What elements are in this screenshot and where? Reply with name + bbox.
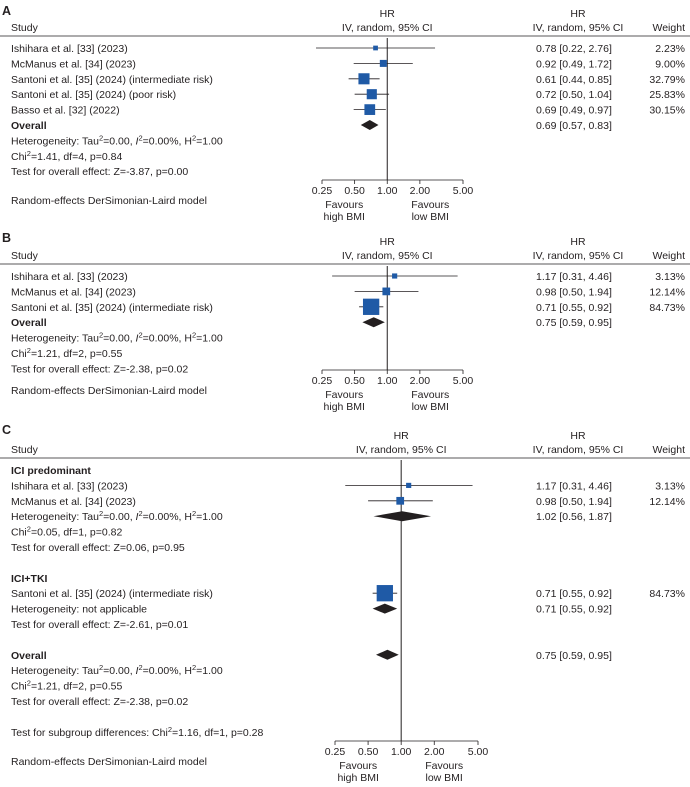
favours-left-label: Favours bbox=[325, 199, 364, 211]
x-tick-label: 0.50 bbox=[344, 185, 365, 197]
heterogeneity-text: Heterogeneity: Tau$^2$=0.00, $I^2=0.00\%$, $H^2=1.00$ bbox=[11, 133, 223, 148]
forest-panel-b bbox=[0, 231, 690, 413]
model-label: Random-effects DerSimonian-Laird model bbox=[11, 756, 207, 768]
study-label: McManus et al. [34] (2023) bbox=[11, 58, 136, 71]
subgroup-label: ICI+TKI bbox=[11, 572, 48, 585]
study-hr-ci: 0.69 [0.49, 0.97] bbox=[536, 104, 612, 117]
study-hr-ci: 0.71 [0.55, 0.92] bbox=[536, 301, 612, 314]
favours-right-label: low BMI bbox=[425, 772, 463, 784]
study-marker bbox=[406, 483, 411, 488]
study-hr-ci: 0.98 [0.50, 1.94] bbox=[536, 286, 612, 299]
header-weight: Weight bbox=[652, 444, 685, 456]
x-tick-label: 0.25 bbox=[311, 185, 333, 197]
study-marker bbox=[373, 46, 378, 51]
study-weight: 12.14% bbox=[649, 286, 685, 299]
forest-panel-c bbox=[0, 423, 690, 784]
x-tick-label: 1.00 bbox=[377, 185, 398, 197]
header-method: IV, random, 95% CI bbox=[341, 22, 433, 34]
pooled-diamond bbox=[373, 604, 398, 614]
favours-left-label: high BMI bbox=[337, 772, 379, 784]
pooled-diamond bbox=[361, 120, 379, 130]
study-label: Ishihara et al. [33] (2023) bbox=[11, 43, 128, 55]
favours-right-label: Favours bbox=[411, 199, 450, 211]
favours-right-label: Favours bbox=[411, 389, 450, 401]
study-marker bbox=[358, 73, 369, 84]
overall-effect-text: Test for overall effect: Z=-2.61, p=0.01 bbox=[11, 619, 189, 631]
study-marker bbox=[367, 89, 377, 99]
chi-square-text: Chi$^2$=1.21, df=2, p=0.55 bbox=[11, 346, 123, 360]
x-tick-label: 5.00 bbox=[452, 375, 474, 387]
favours-left-label: Favours bbox=[339, 760, 378, 772]
x-tick-label: 1.00 bbox=[390, 746, 412, 758]
x-tick-label: 0.25 bbox=[311, 375, 333, 387]
overall-hr-ci: 0.69 [0.57, 0.83] bbox=[536, 120, 612, 132]
header-ci-hr: HR bbox=[570, 430, 586, 442]
header-study: Study bbox=[11, 22, 38, 34]
study-weight: 2.23% bbox=[655, 43, 685, 55]
study-weight: 84.73% bbox=[649, 588, 685, 601]
forest-panel-a bbox=[0, 4, 690, 223]
pooled-diamond bbox=[376, 650, 399, 660]
favours-left-label: Favours bbox=[325, 389, 364, 401]
subgroup-label: ICI predominant bbox=[11, 465, 91, 477]
overall-label: Overall bbox=[11, 317, 47, 330]
x-tick-label: 2.00 bbox=[424, 746, 445, 758]
study-weight: 30.15% bbox=[649, 104, 685, 117]
study-hr-ci: 0.61 [0.44, 0.85] bbox=[536, 73, 612, 86]
study-hr-ci: 1.17 [0.31, 4.46] bbox=[536, 480, 612, 493]
x-tick-label: 2.00 bbox=[409, 185, 431, 197]
chi-square-text: Chi$^2$=1.41, df=4, p=0.84 bbox=[11, 148, 123, 163]
chi-square-text: Chi$^2$=1.21, df=2, p=0.55 bbox=[11, 678, 123, 693]
study-label: Santoni et al. [35] (2024) (intermediate risk) bbox=[11, 301, 213, 314]
study-hr-ci: 0.71 [0.55, 0.92] bbox=[536, 588, 612, 601]
x-tick-label: 0.50 bbox=[344, 375, 365, 387]
heterogeneity-text: Heterogeneity: Tau$^2$=0.00, $I^2=0.00\%$, $H^2=1.00$ bbox=[11, 330, 223, 345]
study-label: McManus et al. [34] (2023) bbox=[11, 495, 136, 508]
overall-hr-ci: 0.75 [0.59, 0.95] bbox=[536, 649, 612, 662]
overall-label: Overall bbox=[11, 649, 47, 662]
heterogeneity-text: Heterogeneity: Tau$^2$=0.00, $I^2=0.00\%$, $H^2=1.00$ bbox=[11, 663, 223, 678]
header-hr: HR bbox=[393, 430, 409, 442]
study-weight: 25.83% bbox=[649, 89, 685, 102]
heterogeneity-text: Heterogeneity: Tau$^2$=0.00, $I^2=0.00\%$, $H^2=1.00$ bbox=[11, 509, 223, 524]
favours-left-label: high BMI bbox=[323, 401, 365, 413]
overall-effect-text: Test for overall effect: Z=-2.38, p=0.02 bbox=[11, 696, 189, 708]
heterogeneity-text: Heterogeneity: not applicable bbox=[11, 603, 148, 616]
overall-effect-text: Test for overall effect: Z=-2.38, p=0.02 bbox=[11, 363, 189, 376]
study-weight: 84.73% bbox=[649, 301, 685, 314]
header-ci-hr: HR bbox=[570, 236, 586, 248]
favours-left-label: high BMI bbox=[323, 211, 365, 223]
study-label: McManus et al. [34] (2023) bbox=[11, 286, 136, 299]
header-method: IV, random, 95% CI bbox=[341, 250, 433, 262]
study-weight: 12.14% bbox=[649, 495, 685, 508]
model-label: Random-effects DerSimonian-Laird model bbox=[11, 195, 207, 207]
study-hr-ci: 0.72 [0.50, 1.04] bbox=[536, 89, 612, 102]
subgroup-hr-ci: 1.02 [0.56, 1.87] bbox=[536, 511, 612, 524]
header-weight: Weight bbox=[652, 22, 685, 34]
x-tick-label: 5.00 bbox=[452, 185, 474, 197]
study-label: Santoni et al. [35] (2024) (poor risk) bbox=[11, 89, 177, 102]
study-weight: 9.00% bbox=[655, 58, 685, 71]
overall-label: Overall bbox=[11, 120, 47, 132]
header-ci-method: IV, random, 95% CI bbox=[532, 250, 624, 262]
study-marker bbox=[380, 60, 387, 67]
pooled-diamond bbox=[373, 511, 431, 521]
overall-hr-ci: 0.75 [0.59, 0.95] bbox=[536, 317, 612, 330]
header-study: Study bbox=[11, 444, 38, 456]
header-ci-method: IV, random, 95% CI bbox=[532, 22, 624, 34]
study-marker bbox=[377, 585, 393, 601]
header-ci-method: IV, random, 95% CI bbox=[532, 444, 624, 456]
study-hr-ci: 0.92 [0.49, 1.72] bbox=[536, 58, 612, 71]
study-hr-ci: 0.98 [0.50, 1.94] bbox=[536, 495, 612, 508]
study-weight: 32.79% bbox=[649, 73, 685, 86]
favours-right-label: low BMI bbox=[411, 401, 449, 413]
header-ci-hr: HR bbox=[570, 8, 586, 20]
panel-letter: B bbox=[2, 231, 12, 245]
study-hr-ci: 1.17 [0.31, 4.46] bbox=[536, 271, 612, 283]
study-marker bbox=[392, 273, 397, 278]
study-label: Santoni et al. [35] (2024) (intermediate risk) bbox=[11, 588, 213, 601]
panel-letter: C bbox=[2, 423, 12, 437]
favours-right-label: Favours bbox=[425, 760, 464, 772]
overall-effect-text: Test for overall effect: Z=-3.87, p=0.00 bbox=[11, 166, 189, 179]
chi-square-text: Chi$^2$=0.05, df=1, p=0.82 bbox=[11, 524, 123, 539]
study-weight: 3.13% bbox=[655, 271, 685, 283]
study-marker bbox=[396, 497, 404, 505]
x-tick-label: 2.00 bbox=[409, 375, 431, 387]
study-weight: 3.13% bbox=[655, 480, 685, 493]
subgroup-hr-ci: 0.71 [0.55, 0.92] bbox=[536, 603, 612, 616]
study-label: Santoni et al. [35] (2024) (intermediate risk) bbox=[11, 73, 213, 86]
x-tick-label: 1.00 bbox=[377, 375, 398, 387]
favours-right-label: low BMI bbox=[411, 211, 449, 223]
study-label: Ishihara et al. [33] (2023) bbox=[11, 271, 128, 283]
overall-effect-text: Test for overall effect: Z=0.06, p=0.95 bbox=[11, 542, 185, 554]
x-tick-label: 0.50 bbox=[357, 746, 379, 758]
header-weight: Weight bbox=[652, 250, 685, 262]
study-hr-ci: 0.78 [0.22, 2.76] bbox=[536, 43, 612, 55]
study-label: Ishihara et al. [33] (2023) bbox=[11, 480, 128, 493]
x-tick-label: 0.25 bbox=[324, 746, 346, 758]
study-marker bbox=[363, 299, 379, 315]
subgroup-difference-text: Test for subgroup differences: Chi$^2$=1.16, df=1, p=0.28 bbox=[11, 724, 264, 739]
header-hr: HR bbox=[379, 236, 395, 248]
study-marker bbox=[364, 104, 375, 115]
model-label: Random-effects DerSimonian-Laird model bbox=[11, 385, 207, 397]
header-hr: HR bbox=[379, 8, 395, 20]
study-marker bbox=[382, 288, 390, 296]
header-method: IV, random, 95% CI bbox=[355, 444, 447, 456]
header-study: Study bbox=[11, 250, 38, 262]
panel-letter: A bbox=[2, 4, 12, 18]
x-tick-label: 5.00 bbox=[467, 746, 489, 758]
study-label: Basso et al. [32] (2022) bbox=[11, 104, 120, 117]
pooled-diamond bbox=[362, 317, 384, 327]
